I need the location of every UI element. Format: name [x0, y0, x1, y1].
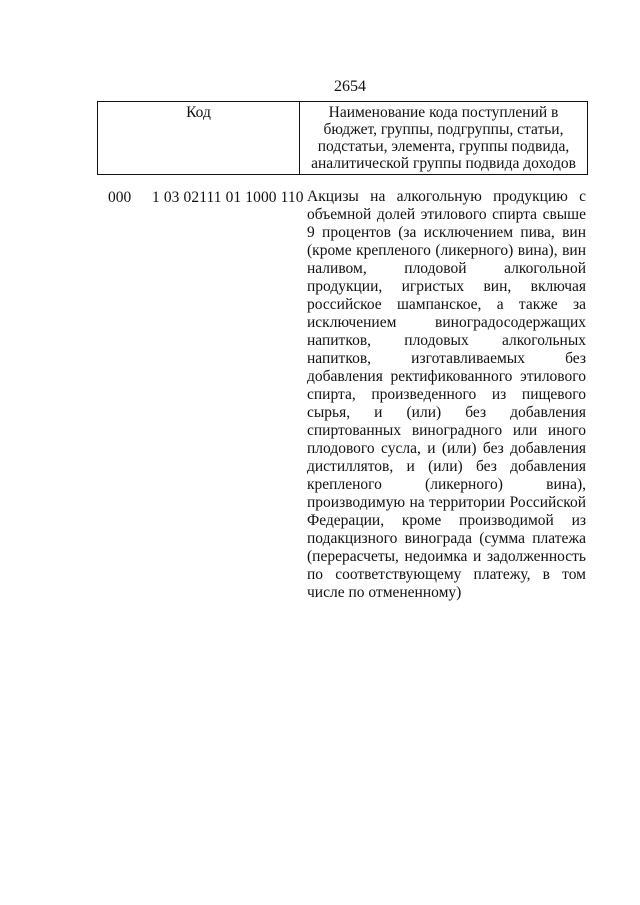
code-column-header: Код — [98, 102, 300, 175]
name-column-header: Наименование кода поступлений в бюджет, группы, подгруппы, статьи, подстатьи, элемента, группы подвида, аналитической группы подвида доходов — [311, 104, 576, 172]
budget-classification-code: 1 03 02111 01 1000 110 — [152, 189, 304, 206]
column-header-row — [98, 102, 588, 175]
revenue-description: Акцизы на алкогольную продукцию с объемной долей этилового спирта свыше 9 процентов (за исключением пива, вин (кроме крепленого (ликерного) вина), вин наливом, плодовой алкогольной продукции, игристых вин, включая российское шампанское, а также за исключением виноградосодержащих напитков, плодовых алкогольных напитков, изготавливаемых без добавления ректификованного этилового спирта, произведенного из пищевого сырья, и (или) без добавления спиртованных виноградного или иного плодового сусла, и (или) без добавления дистиллятов, и (или) без добавления крепленого (ликерного) вина), производимую на территории Российской Федерации, кроме производимой из подакцизного винограда (сумма платежа (перерасчеты, недоимка и задолженность по соответствующему платежу, в том числе по отмененному) — [307, 188, 586, 601]
column-header-table — [97, 101, 588, 175]
page-number: 2654 — [334, 78, 366, 95]
administrator-code: 000 — [108, 189, 132, 206]
